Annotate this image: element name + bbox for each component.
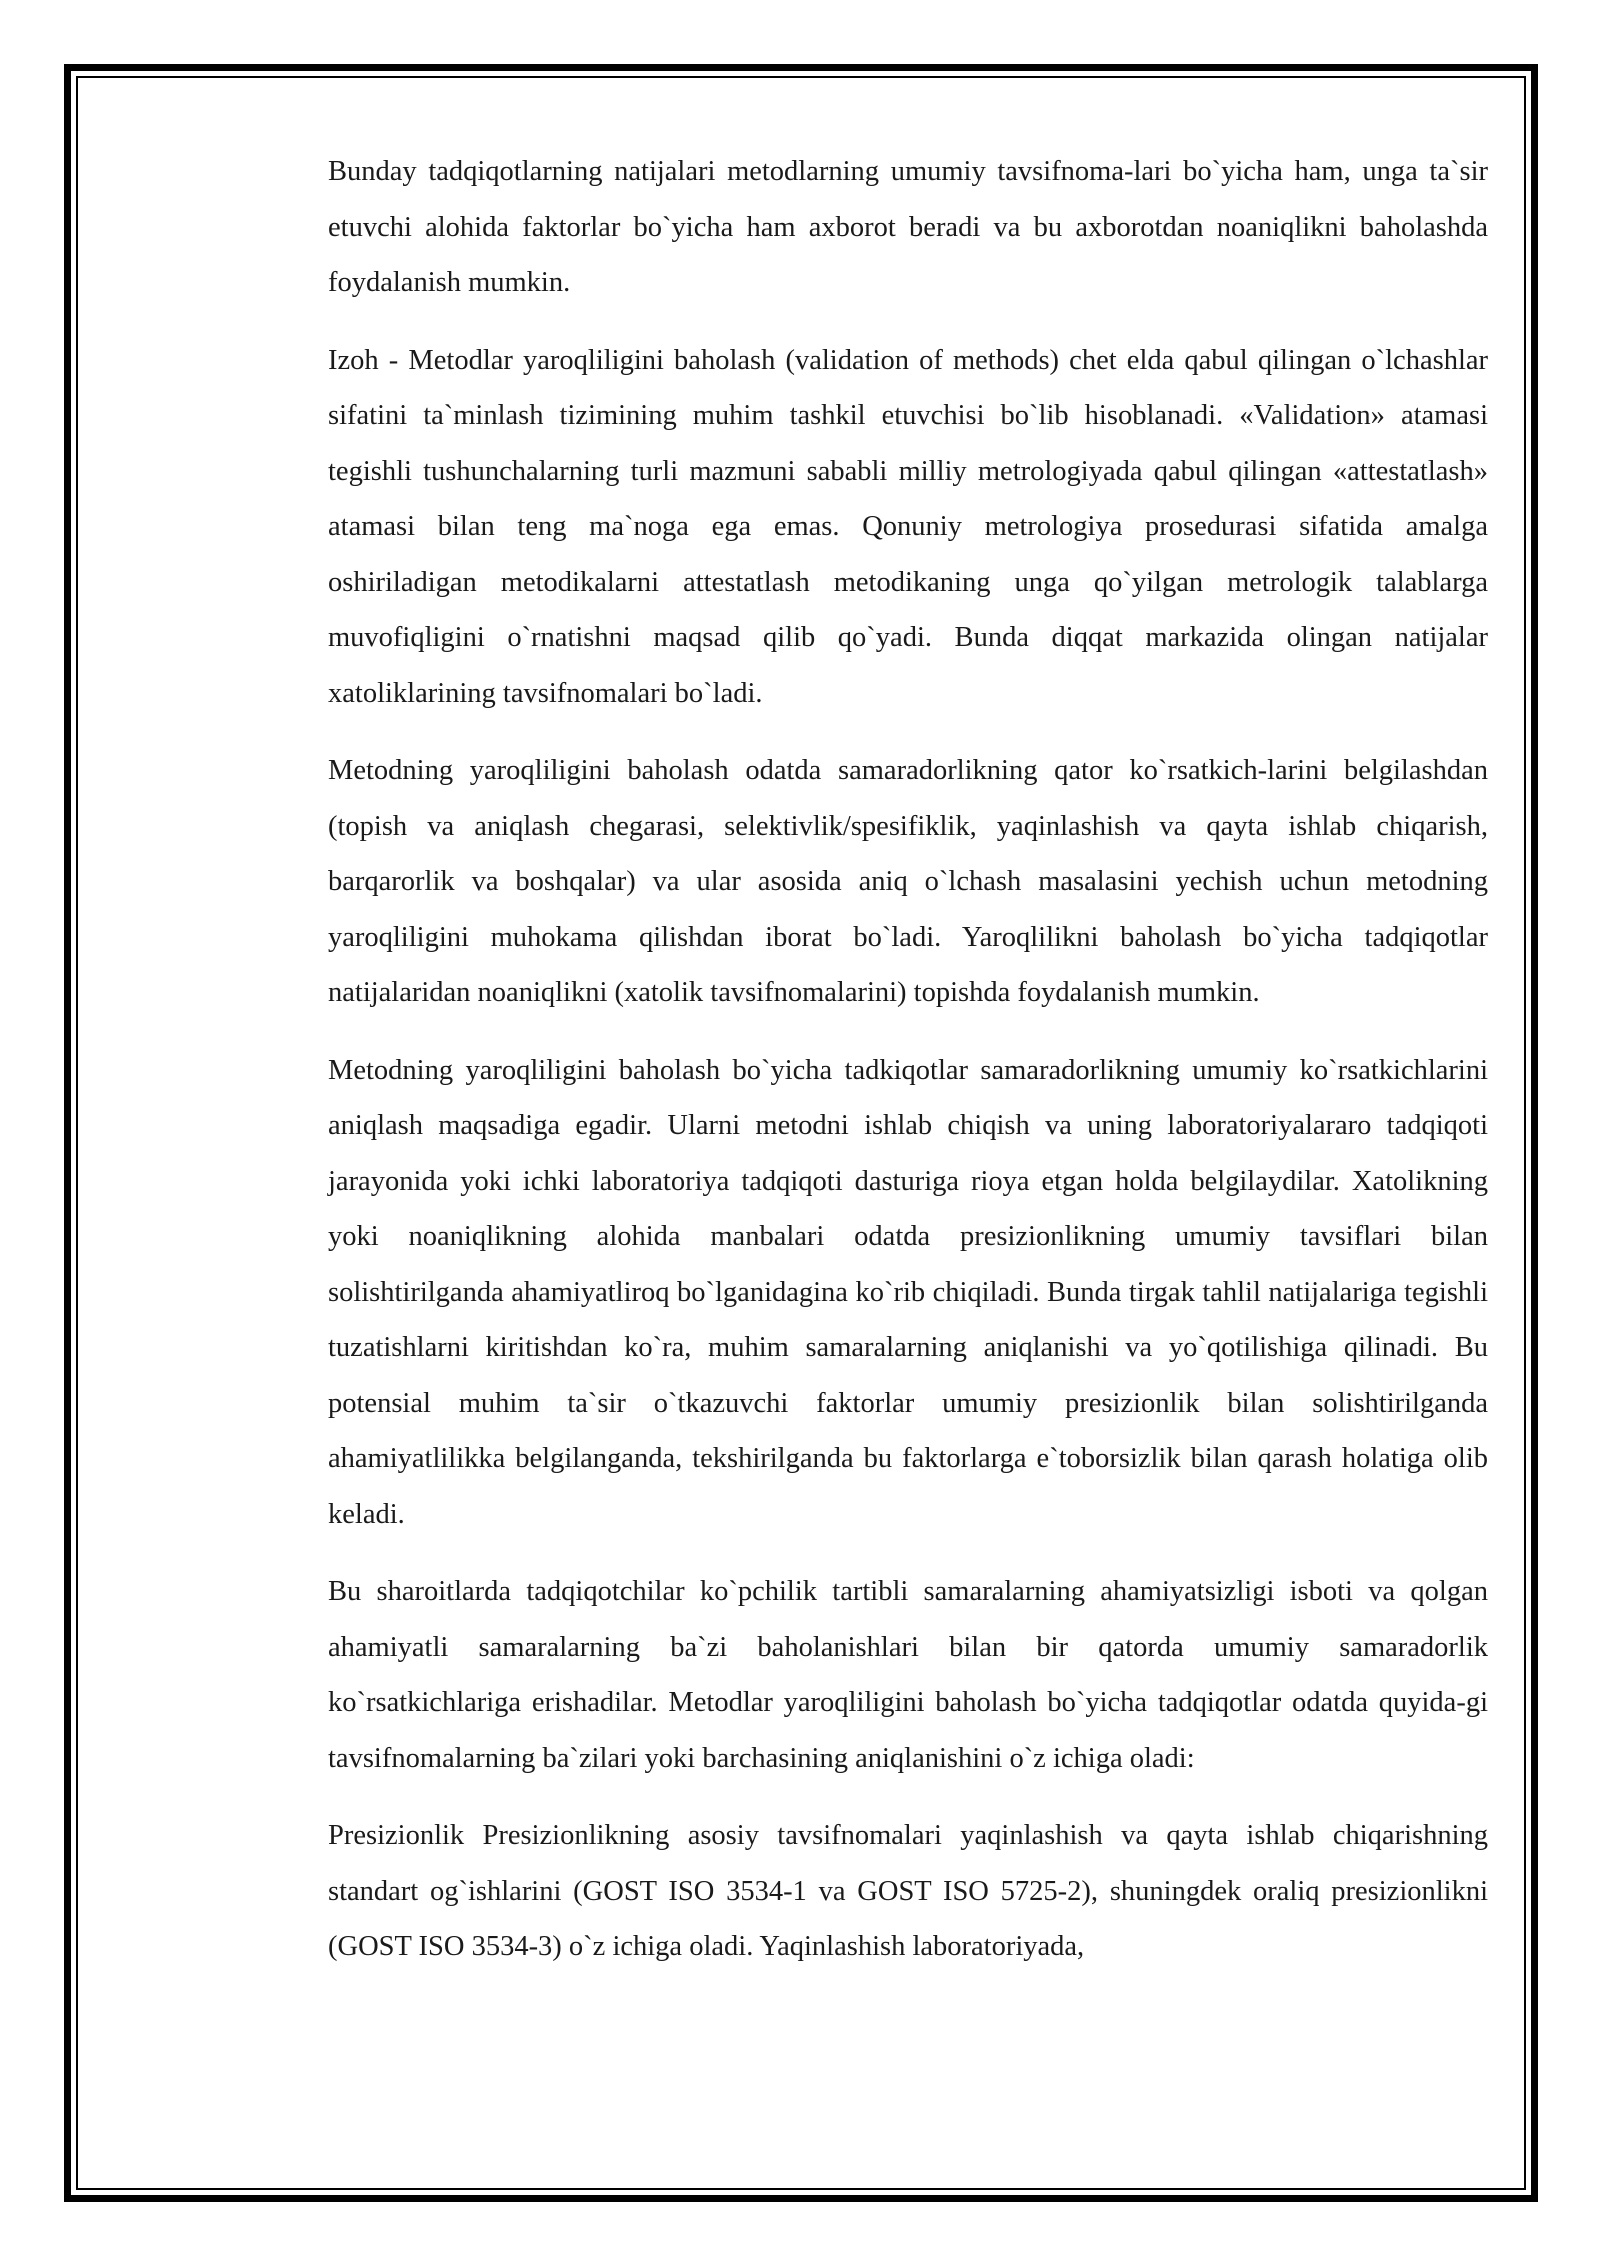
paragraph-5: Bu sharoitlarda tadqiqotchilar ko`pchilik tartibli samaralarning ahamiyatsizligi isboti va qolgan ahamiyatli samaralarning ba`zi baholanishlari bilan bir qatorda umumiy samaradorlik ko`rsatkichlariga erishadilar. Metodlar yaroqliligini baholash bo`yicha tadqiqotlar odatda quyida-gi tavsifnomalarning ba`zilari yoki barchasining aniqlanishini o`z ichiga oladi: — [328, 1576, 1488, 1774]
paragraph-4: Metodning yaroqliligini baholash bo`yicha tadkiqotlar samaradorlikning umumiy ko`rsatkichlarini aniqlash maqsadiga egadir. Ularni metodni ishlab chiqish va uning laboratoriyalararo tadqiqoti jarayonida yoki ichki laboratoriya tadqiqoti dasturiga rioya etgan holda belgilaydilar. Xatolikning yoki noaniqlikning alohida manbalari odatda presizionlikning umumiy tavsiflari bilan solishtirilganda ahamiyatliroq bo`lganidagina ko`rib chiqiladi. Bunda tirgak tahlil natijalariga tegishli tuzatishlarni kiritishdan ko`ra, muhim samaralarning aniqlanishi va yo`qotilishiga qilinadi. Bu potensial muhim ta`sir o`tkazuvchi faktorlar umumiy presizionlik bilan solishtirilganda ahamiyatlilikka belgilanganda, tekshirilganda bu faktorlarga e`toborsizlik bilan qarash holatiga olib keladi. — [328, 1054, 1488, 1530]
paragraph-3: Metodning yaroqliligini baholash odatda samaradorlikning qator ko`rsatkich-larini belgilashdan (topish va aniqlash chegarasi, selektivlik/spesifiklik, yaqinlashish va qayta ishlab chiqarish, barqarorlik va boshqalar) va ular asosida aniq o`lchash masalasini yechish uchun metodning yaroqliligini muhokama qilishdan iborat bo`ladi. Yaroqlilikni baholash bo`yicha tadqiqotlar natijalaridan noaniqlikni (xatolik tavsifnomalarini) topishda foydalanish mumkin. — [328, 755, 1488, 1008]
paragraph-2: Izoh - Metodlar yaroqliligini baholash (validation of methods) chet elda qabul qilingan o`lchashlar sifatini ta`minlash tizimining muhim tashkil etuvchisi bo`lib hisoblanadi. «Validation» atamasi tegishli tushunchalarning turli mazmuni sababli milliy metrologiyada qabul qilingan «attestatlash» atamasi bilan teng ma`noga ega emas. Qonuniy metrologiya prosedurasi sifatida amalga oshiriladigan metodikalarni attestatlash metodikaning unga qo`yilgan metrologik talablarga muvofiqligini o`rnatishni maqsad qilib qo`yadi. Bunda diqqat markazida olingan natijalar xatoliklarining tavsifnomalari bo`ladi. — [328, 344, 1488, 709]
document-body — [328, 144, 1488, 1997]
paragraph-6: Presizionlik Presizionlikning asosiy tavsifnomalari yaqinlashish va qayta ishlab chiqarishning standart og`ishlarini (GOST ISO 3534-1 va GOST ISO 5725-2), shuningdek oraliq presizionlikni (GOST ISO 3534-3) o`z ichiga oladi. Yaqinlashish laboratoriyada, — [328, 1820, 1488, 1962]
paragraph-1: Bunday tadqiqotlarning natijalari metodlarning umumiy tavsifnoma-lari bo`yicha ham, unga ta`sir etuvchi alohida faktorlar bo`yicha ham axborot beradi va bu axborotdan noaniqlikni baholashda foydalanish mumkin. — [328, 156, 1488, 298]
